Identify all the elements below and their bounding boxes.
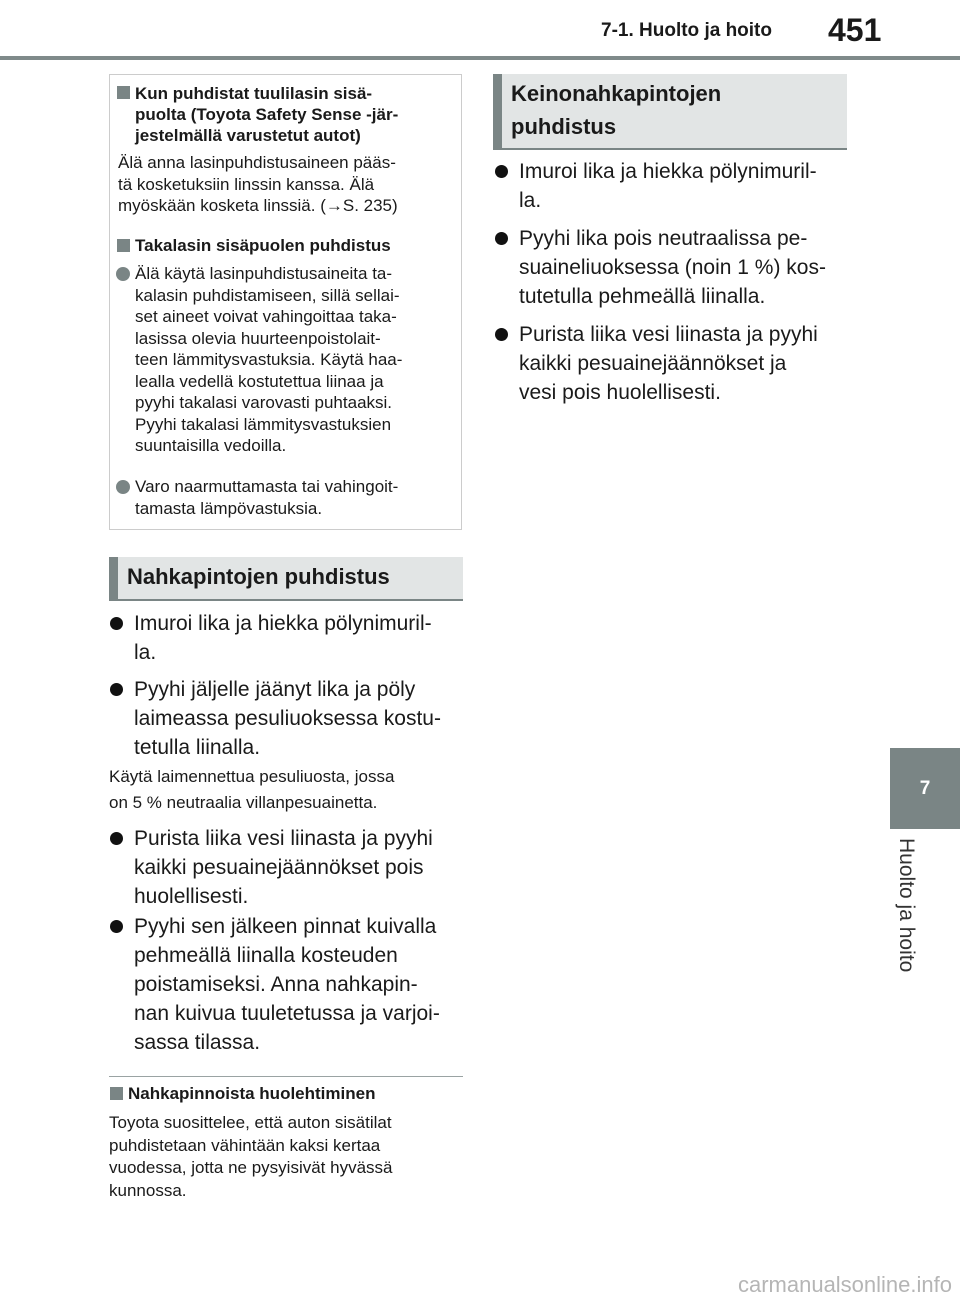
note-line: Käytä laimennettua pesuliuosta, jossa	[109, 767, 395, 786]
circle-bullet-icon	[116, 480, 130, 494]
info-box	[109, 74, 462, 530]
section-heading-bar	[493, 74, 502, 148]
bullet-dot-icon	[495, 165, 508, 178]
list-item-line: vesi pois huolellisesti.	[519, 381, 721, 404]
circle-bullet-icon	[116, 267, 130, 281]
care-note-line: vuodessa, jotta ne pysyisivät hyvässä	[109, 1158, 393, 1177]
list-item-line: tetulla liinalla.	[134, 736, 261, 759]
list-item-line: la.	[134, 641, 157, 664]
bullet-dot-icon	[110, 832, 123, 845]
note-line: on 5 % neutraalia villanpesuainetta.	[109, 793, 378, 812]
list-item-line: laimeassa pesuliuoksessa kostu-	[134, 707, 441, 730]
info-item-line: tamasta lämpövastuksia.	[135, 498, 323, 518]
list-item-line: sassa tilassa.	[134, 1031, 261, 1054]
info-item-line: Älä käytä lasinpuhdistusaineita ta-	[135, 264, 393, 283]
info-item-line: Varo naarmuttamasta tai vahingoit-	[135, 477, 399, 496]
info-text-line: Älä anna lasinpuhdistusaineen pääs-	[118, 153, 396, 172]
care-note-line: puhdistetaan vähintään kaksi kertaa	[109, 1135, 381, 1155]
info-heading-2: Takalasin sisäpuolen puhdistus	[135, 236, 391, 255]
chapter-label: Huolto ja hoito	[895, 838, 918, 973]
list-item-line: la.	[519, 189, 542, 212]
section-heading-leather-title: Nahkapintojen puhdistus	[127, 564, 390, 589]
bullet-dot-icon	[110, 617, 123, 630]
list-item-line: nan kuivua tuuletetussa ja varjoi-	[134, 1002, 440, 1025]
info-item-line: suuntaisilla vedoilla.	[135, 436, 287, 455]
section-heading-synthetic	[493, 74, 847, 150]
list-item-line: Pyyhi sen jälkeen pinnat kuivalla	[134, 915, 437, 938]
list-item-line: Pyyhi jäljelle jäänyt lika ja pöly	[134, 678, 416, 701]
list-item	[519, 157, 817, 215]
chapter-number: 7	[919, 777, 931, 799]
square-bullet-icon	[117, 239, 130, 252]
page-number: 451	[828, 12, 882, 48]
list-item-line: poistamiseksi. Anna nahkapin-	[134, 973, 418, 996]
info-item-line: teen lämmitysvastuksia. Käytä haa-	[135, 350, 403, 369]
bullet-dot-icon	[495, 328, 508, 341]
bullet-dot-icon	[110, 683, 123, 696]
list-item-line: Imuroi lika ja hiekka pölynimuril-	[134, 612, 432, 635]
list-item	[519, 224, 826, 311]
note-divider	[109, 1076, 463, 1077]
section-heading-line: puhdistus	[511, 114, 617, 139]
info-item-line: pyyhi takalasi varovasti puhtaaksi.	[135, 393, 393, 412]
care-note-line: Toyota suosittelee, että auton sisätilat	[109, 1113, 392, 1132]
chapter-label-container	[888, 838, 928, 988]
list-item-line: Imuroi lika ja hiekka pölynimuril-	[519, 160, 817, 183]
section-title: 7-1. Huolto ja hoito	[601, 20, 772, 41]
info-item-line: Pyyhi takalasi lämmitysvastuksien	[135, 414, 392, 434]
list-item-line: kaikki pesuainejäännökset pois	[134, 856, 424, 879]
care-note-heading: Nahkapinnoista huolehtiminen	[128, 1084, 376, 1103]
section-heading-line: Keinonahkapintojen	[511, 81, 722, 106]
list-item	[519, 320, 818, 407]
list-item-line: Purista liika vesi liinasta ja pyyhi	[519, 323, 818, 346]
header-rule	[0, 56, 960, 60]
info-item-line: set aineet voivat vahingoittaa taka-	[135, 307, 397, 326]
bullet-dot-icon	[495, 232, 508, 245]
section-heading-synthetic-title	[511, 77, 721, 143]
list-item	[134, 609, 432, 667]
care-note-text	[109, 1112, 392, 1202]
info-text-line: tä kosketuksiin linssin kanssa. Älä	[118, 174, 375, 194]
section-heading-bar	[109, 557, 118, 599]
note-text	[109, 764, 394, 816]
info-heading-1-line: Kun puhdistat tuulilasin sisä-	[135, 84, 373, 103]
bullet-dot-icon	[110, 920, 123, 933]
info-item-line: lasissa olevia huurteenpoistolait-	[135, 328, 381, 348]
list-item-line: Pyyhi lika pois neutraalissa pe-	[519, 227, 808, 250]
info-heading-1-line: jestelmällä varustetut autot)	[135, 126, 361, 145]
info-text-1	[118, 152, 398, 217]
list-item-line: suaineliuoksessa (noin 1 %) kos-	[519, 256, 826, 279]
info-item-line: kalasin puhdistamiseen, sillä sellai-	[135, 285, 400, 305]
square-bullet-icon	[117, 86, 130, 99]
square-bullet-icon	[110, 1087, 123, 1100]
care-note-line: kunnossa.	[109, 1180, 187, 1200]
chapter-tab[interactable]	[890, 748, 960, 829]
info-heading-1-line: puolta (Toyota Safety Sense -jär-	[135, 105, 399, 124]
list-item	[134, 912, 440, 1057]
list-item-line: huolellisesti.	[134, 885, 249, 908]
list-item	[134, 824, 433, 911]
info-text-line: myöskään kosketa linssiä. (→S. 235)	[118, 196, 398, 215]
watermark: carmanualsonline.info	[737, 1272, 952, 1297]
info-item-2	[135, 476, 398, 519]
info-item-line: lealla vedellä kostutettua liinaa ja	[135, 371, 384, 391]
section-heading-leather	[109, 557, 463, 601]
list-item-line: kaikki pesuainejäännökset ja	[519, 352, 787, 375]
list-item-line: pehmeällä liinalla kosteuden	[134, 944, 398, 967]
list-item	[134, 675, 441, 762]
list-item-line: Purista liika vesi liinasta ja pyyhi	[134, 827, 433, 850]
info-heading-1	[135, 83, 398, 146]
list-item-line: tutetulla pehmeällä liinalla.	[519, 285, 766, 308]
info-item-1	[135, 263, 402, 457]
